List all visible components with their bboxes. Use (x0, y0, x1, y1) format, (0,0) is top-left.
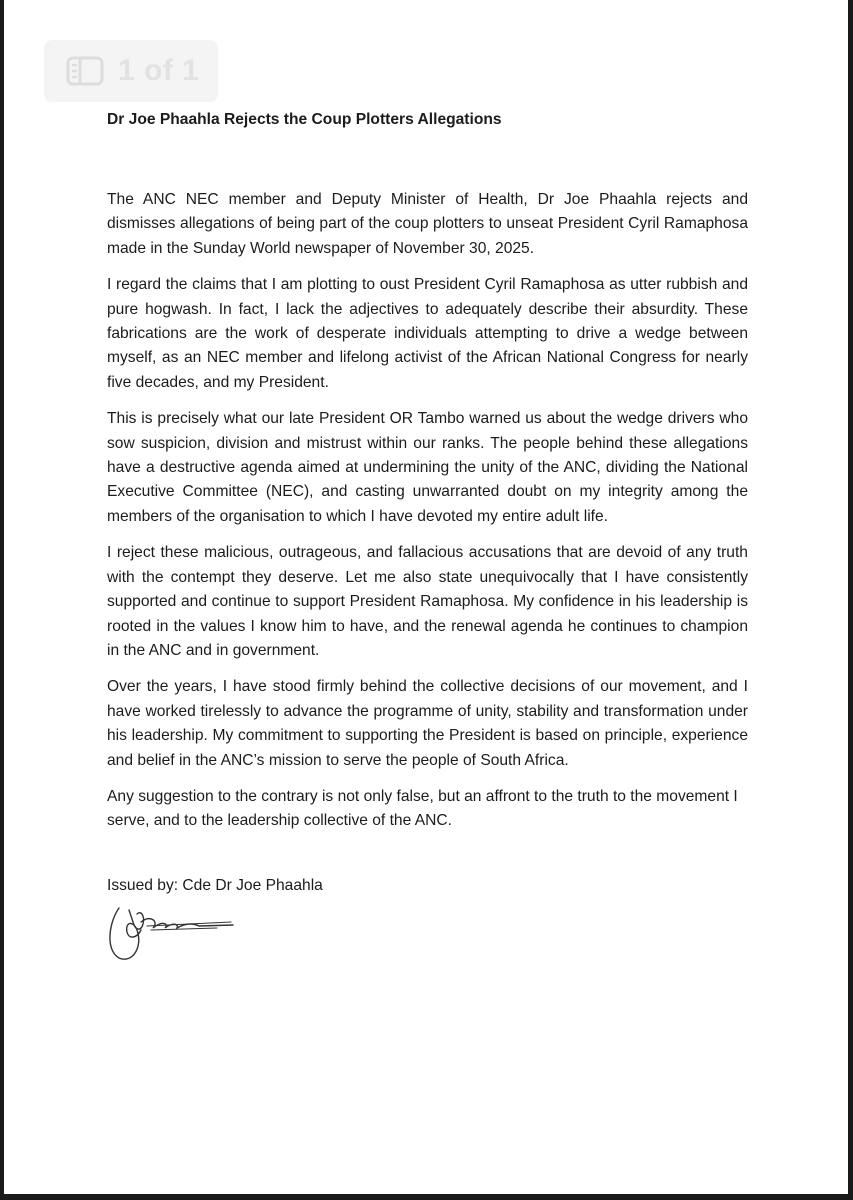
document-body (107, 108, 748, 970)
issued-by: Issued by: Cde Dr Joe Phaahla (107, 876, 323, 894)
sidebar-panel-icon[interactable] (66, 56, 106, 86)
page-indicator[interactable] (44, 40, 218, 102)
paragraph-3: This is precisely what our late President OR Tambo warned us about the wedge drivers who sow suspicion, division and mistrust within our ranks. The people behind these allegations have a destructive agenda aimed at undermining the unity of the ANC, dividing the National Executive Committee (NEC), and casting unwarranted doubt on my integrity among the members of the organisation to which I have devoted my entire adult life. (107, 410, 748, 525)
paragraph-6: Any suggestion to the contrary is not only false, but an affront to the truth to the movement I serve, and to the leadership collective of the ANC. (107, 787, 738, 830)
paragraph-2: I regard the claims that I am plotting to oust President Cyril Ramaphosa as utter rubbish and pure hogwash. In fact, I lack the adjectives to adequately describe their absurdity. These fabrications are the work of desperate individuals attempting to drive a wedge between myself, as an NEC member and lifelong activist of the African National Congress for nearly five decades, and my President. (107, 276, 748, 391)
paragraph-4: I reject these malicious, outrageous, and fallacious accusations that are devoid of any truth with the contempt they deserve. Let me also state unequivocally that I have consistently supported and continue to support President Ramaphosa. My confidence in his leadership is rooted in the values I know him to have, and the renewal agenda he continues to champion in the ANC and in government. (107, 544, 748, 659)
page-count-label: 1 of 1 (118, 54, 200, 87)
document-page (4, 0, 848, 1194)
paragraph-5: Over the years, I have stood firmly behind the collective decisions of our movement, and I have worked tirelessly to advance the programme of unity, stability and transformation under his leadership. My commitment to supporting the President is based on principle, experience and belief in the ANC’s mission to serve the people of South Africa. (107, 678, 748, 769)
handwritten-signature (107, 900, 247, 970)
paragraph-1: The ANC NEC member and Deputy Minister of Health, Dr Joe Phaahla rejects and dismisses allegations of being part of the coup plotters to unseat President Cyril Ramaphosa made in the Sunday World newspaper of November 30, 2025. (107, 191, 748, 257)
document-title: Dr Joe Phaahla Rejects the Coup Plotters Allegations (107, 111, 502, 128)
